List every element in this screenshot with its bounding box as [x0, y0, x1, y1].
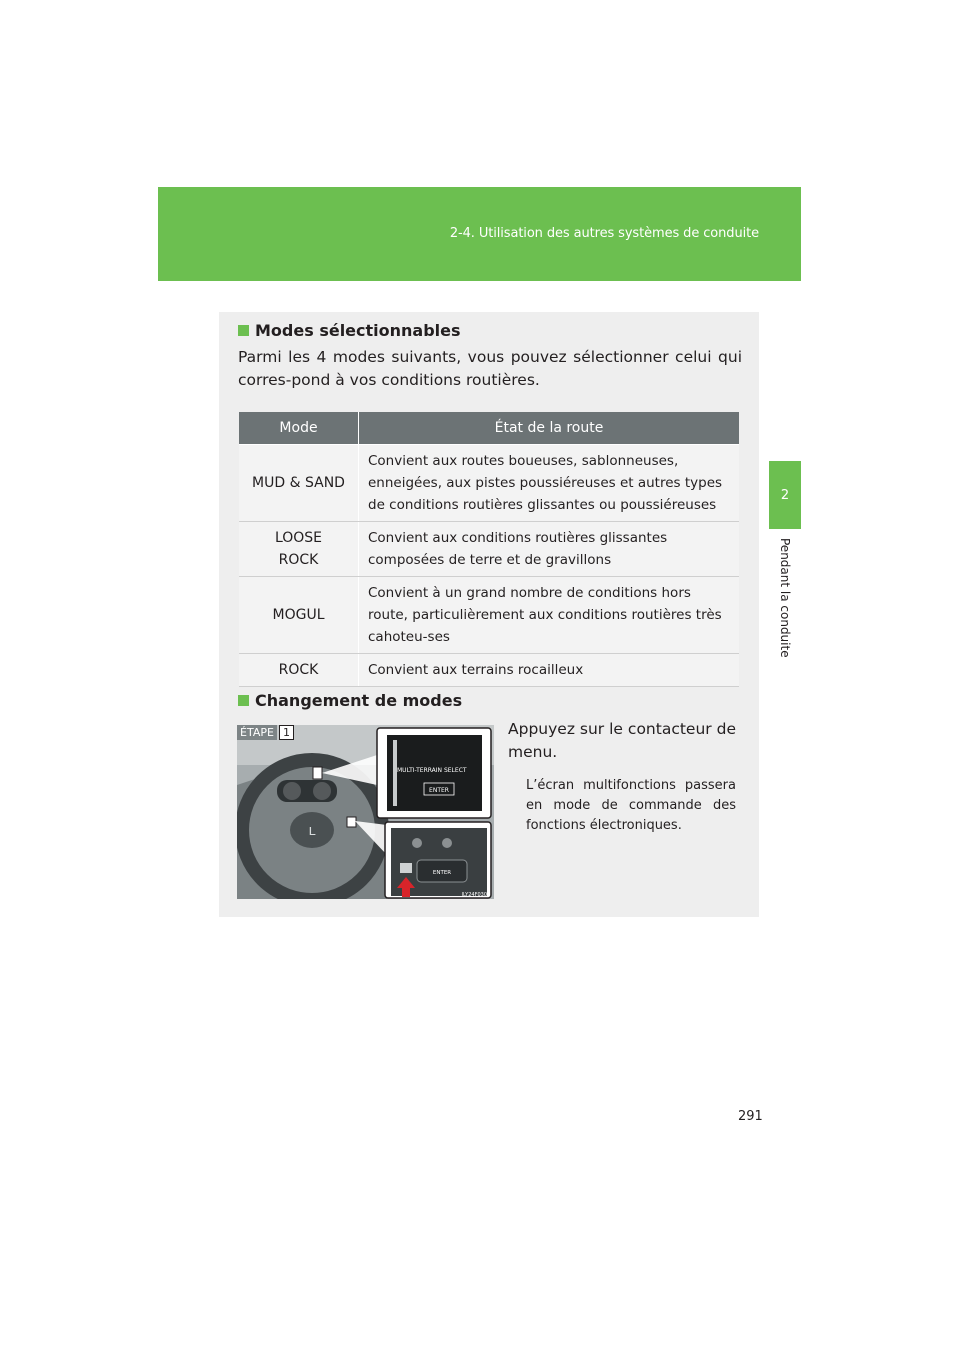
table-cell-mode: ROCK	[239, 654, 359, 687]
table-cell-mode: MOGUL	[239, 577, 359, 654]
chapter-label-text: Pendant la conduite	[778, 538, 792, 658]
bullet-square-icon	[238, 325, 249, 336]
table-cell-mode	[239, 522, 359, 577]
table-header-mode: Mode	[239, 412, 359, 445]
switch-enter-label: ENTER	[432, 870, 452, 876]
bullet-square-icon	[238, 695, 249, 706]
step-note: L’écran multifonctions passera en mode de commande des fonctions électroniques.	[526, 778, 736, 833]
step-instruction: Appuyez sur le contacteur de menu.	[508, 720, 736, 761]
table-cell-description: Convient à un grand nombre de conditions hors route, particulièrement aux conditions routières très cahoteu-ses	[359, 577, 740, 654]
section-title: 2-4. Utilisation des autres systèmes de conduite	[449, 226, 759, 241]
table-header-road-state: État de la route	[359, 412, 740, 445]
section-heading-change	[238, 691, 462, 710]
table-row	[239, 654, 739, 687]
table-row	[239, 522, 739, 577]
modes-table	[239, 412, 739, 687]
table-cell-description: Convient aux routes boueuses, sablonneuses, enneigées, aux pistes poussiéreuses et autres types de conditions routières glissantes ou poussiéreuses	[359, 445, 740, 522]
step-badge	[237, 725, 294, 740]
table-row	[239, 445, 739, 522]
screen-enter-button: ENTER	[429, 787, 449, 794]
header-bar	[158, 187, 801, 281]
table-row	[239, 577, 739, 654]
step-label: ÉTAPE	[237, 725, 277, 740]
section-heading-modes	[238, 321, 461, 340]
figure-code: ILY24F030	[461, 892, 487, 898]
screen-title: MULTI-TERRAIN SELECT	[397, 767, 467, 774]
intro-paragraph: Parmi les 4 modes suivants, vous pouvez sélectionner celui qui corres-pond à vos conditions routières.	[238, 348, 742, 389]
table-cell-mode: MUD & SAND	[239, 445, 359, 522]
dashboard-illustration	[237, 725, 494, 899]
step-number: 1	[279, 725, 294, 740]
chapter-tab: 2	[769, 461, 801, 529]
section-heading-change-text: Changement de modes	[255, 691, 463, 710]
content-box	[219, 312, 759, 917]
section-heading-modes-text: Modes sélectionnables	[255, 321, 461, 340]
dashboard-figure	[237, 725, 494, 899]
table-cell-mode-text: LOOSE ROCK	[274, 530, 323, 568]
svg-text:ʟ: ʟ	[308, 823, 316, 839]
chapter-label	[770, 538, 800, 668]
table-header-row	[239, 412, 739, 445]
page-number: 291	[738, 1109, 763, 1124]
table-cell-description: Convient aux conditions routières glissantes composées de terre et de gravillons	[359, 522, 740, 577]
table-cell-description: Convient aux terrains rocailleux	[359, 654, 740, 687]
